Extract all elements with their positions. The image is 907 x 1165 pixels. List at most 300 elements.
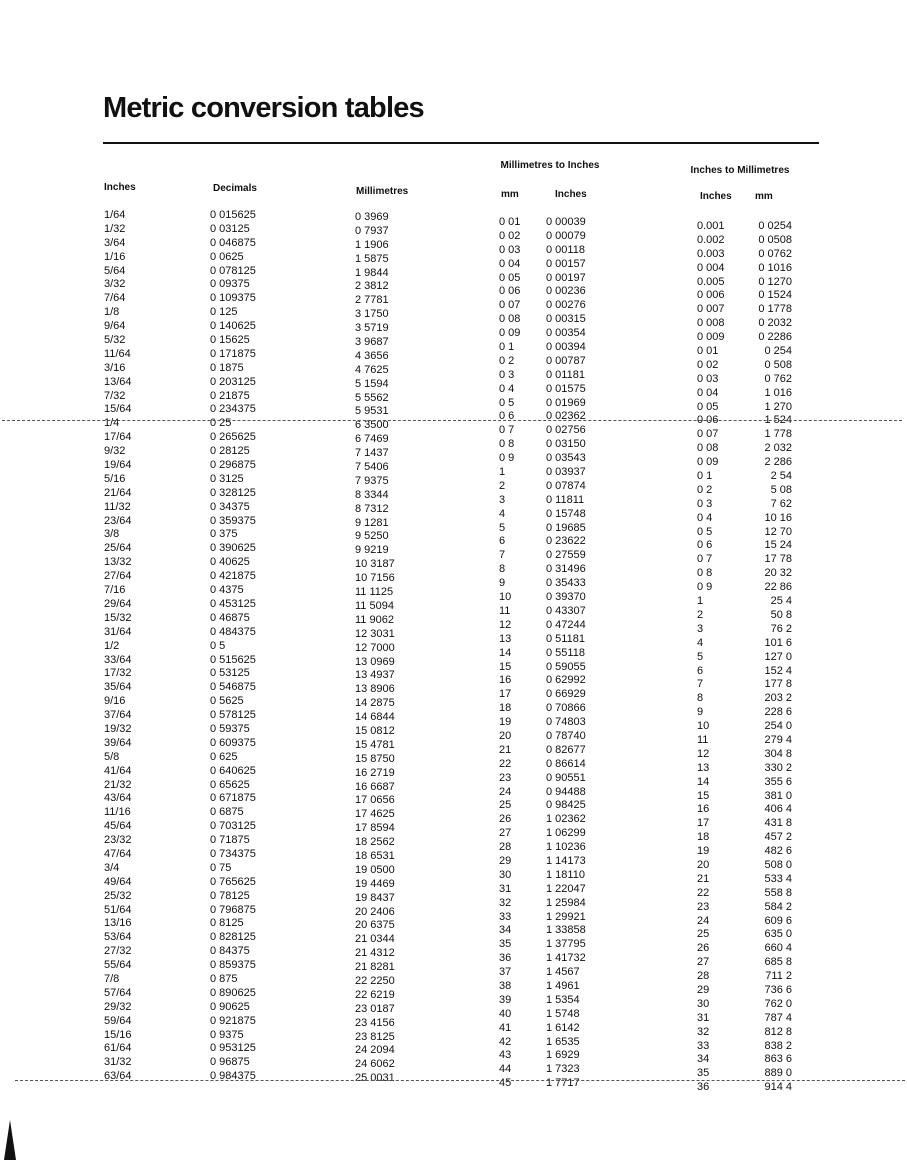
inches-cell: 1 22047 xyxy=(546,882,586,895)
millimetre-cell: 15 0812 xyxy=(355,724,395,737)
millimetre-cell: 19 8437 xyxy=(355,891,395,904)
inches-cell: 0 07874 xyxy=(546,479,586,492)
inches-cell: 0 4 xyxy=(697,511,713,524)
header-inches-to-mm-in: Inches xyxy=(700,191,732,202)
mm-cell: 23 xyxy=(499,771,512,784)
mm-cell: 0 254 xyxy=(764,345,792,358)
mm-cell: 609 6 xyxy=(764,914,792,927)
inches-cell: 1 25984 xyxy=(546,896,586,909)
decimal-cell: 0 21875 xyxy=(210,389,250,402)
decimal-cell: 0 640625 xyxy=(210,764,256,777)
inches-cell: 8 xyxy=(697,692,704,705)
mm-cell: 5 08 xyxy=(770,483,792,496)
inches-cell: 0 98425 xyxy=(546,799,586,812)
millimetre-cell: 8 7312 xyxy=(355,502,389,515)
inches-cell: 1 5354 xyxy=(546,993,580,1006)
mm-column xyxy=(499,216,520,1091)
decimal-cell: 0 234375 xyxy=(210,403,256,416)
scan-dash-line xyxy=(2,420,902,421)
fraction-cell: 7/8 xyxy=(104,972,120,985)
mm-cell: 0 2 xyxy=(499,354,515,367)
inches-cell: 1 5748 xyxy=(546,1007,580,1020)
inches-cell: 1 4567 xyxy=(546,966,580,979)
millimetre-cell: 13 4937 xyxy=(355,669,395,682)
fraction-cell: 63/64 xyxy=(104,1070,132,1083)
inches-cell: 0 02 xyxy=(697,358,719,371)
inches-cell: 0 09 xyxy=(697,456,719,469)
decimal-cell: 0 671875 xyxy=(210,792,256,805)
mm-cell: 12 70 xyxy=(764,525,792,538)
decimal-cell: 0 203125 xyxy=(210,375,256,388)
fraction-cell: 19/32 xyxy=(104,722,132,735)
mm-cell: 9 xyxy=(499,577,506,590)
mm-cell: 330 2 xyxy=(764,761,792,774)
millimetre-cell: 9 5250 xyxy=(355,530,389,543)
mm-cell: 7 62 xyxy=(770,497,792,510)
mm-cell: 254 0 xyxy=(764,720,792,733)
inches-cell: 0 00276 xyxy=(546,299,586,312)
inches-cell: 0 02756 xyxy=(546,424,586,437)
fraction-cell: 25/64 xyxy=(104,542,132,555)
mm-cell: 736 6 xyxy=(764,983,792,996)
inches-cell: 0 94488 xyxy=(546,785,586,798)
inches-cell: 0 00197 xyxy=(546,271,586,284)
millimetre-cell: 0 7937 xyxy=(355,224,389,237)
mm-cell: 660 4 xyxy=(764,942,792,955)
millimetre-cell: 6 3500 xyxy=(355,419,389,432)
fraction-cell: 59/64 xyxy=(104,1014,132,1027)
inches-cell: 0 00394 xyxy=(546,341,586,354)
mm-cell: 22 xyxy=(499,757,512,770)
fraction-cell: 51/64 xyxy=(104,903,132,916)
decimal-cell: 0 6875 xyxy=(210,806,244,819)
inches-cell: 1 18110 xyxy=(546,868,585,881)
fraction-cell: 13/32 xyxy=(104,556,132,569)
mm-cell: 12 xyxy=(499,618,512,631)
fraction-cell: 41/64 xyxy=(104,764,132,777)
fraction-column xyxy=(104,209,132,1084)
millimetre-cell: 22 6219 xyxy=(355,988,395,1001)
mm-cell: 0 01 xyxy=(499,216,521,228)
inches-cell: 13 xyxy=(697,761,710,774)
mm-cell: 36 xyxy=(499,952,512,965)
mm-cell: 203 2 xyxy=(764,692,792,705)
inches-cell: 0 02362 xyxy=(546,410,586,423)
mm-cell: 152 4 xyxy=(764,664,792,677)
inches-cell: 0 78740 xyxy=(546,729,586,742)
millimetre-cell: 3 9687 xyxy=(355,336,389,349)
inches-cell: 0 00039 xyxy=(546,216,586,228)
inches-cell: 0 04 xyxy=(697,386,719,399)
mm-cell: 0 1270 xyxy=(758,275,792,288)
millimetre-cell: 7 5406 xyxy=(355,461,389,474)
decimal-cell: 0 46875 xyxy=(210,611,250,624)
decimal-cell: 0 8125 xyxy=(210,917,244,930)
decimal-cell: 0 25 xyxy=(210,417,232,430)
fraction-cell: 33/64 xyxy=(104,653,132,666)
inches-cell: 0 27559 xyxy=(546,549,586,562)
inches-cell: 30 xyxy=(697,997,710,1010)
inches-cell: 0 01969 xyxy=(546,396,586,409)
millimetre-cell: 1 9844 xyxy=(355,266,389,279)
mm-cell: 19 xyxy=(499,716,512,729)
mm-cell: 33 xyxy=(499,910,512,923)
inches-cell: 22 xyxy=(697,886,710,899)
decimal-cell: 0 828125 xyxy=(210,931,256,944)
decimal-cell: 0 015625 xyxy=(210,209,256,221)
inches-cell: 14 xyxy=(697,775,710,788)
mm-cell: 0 3 xyxy=(499,368,515,381)
inches-cell: 34 xyxy=(697,1053,710,1066)
mm-cell: 457 2 xyxy=(764,831,792,844)
fraction-cell: 39/64 xyxy=(104,736,132,749)
fraction-cell: 1/4 xyxy=(104,417,120,430)
inches-cell: 11 xyxy=(697,733,709,746)
inches-cell: 0 00236 xyxy=(546,285,586,298)
fraction-cell: 21/64 xyxy=(104,486,132,499)
millimetre-cell: 4 7625 xyxy=(355,363,389,376)
mm-cell: 37 xyxy=(499,966,512,979)
inches-cell: 0 31496 xyxy=(546,563,586,576)
mm-cell: 8 xyxy=(499,563,506,576)
millimetre-cell: 17 0656 xyxy=(355,794,395,807)
decimal-cell: 0 421875 xyxy=(210,570,256,583)
mm-cell: 0 4 xyxy=(499,382,515,395)
decimal-cell: 0 875 xyxy=(210,972,238,985)
millimetre-cell: 2 3812 xyxy=(355,280,389,293)
inches-cell: 0 74803 xyxy=(546,716,586,729)
fraction-cell: 45/64 xyxy=(104,820,132,833)
decimal-cell: 0 984375 xyxy=(210,1070,256,1083)
inches-cell: 0 01 xyxy=(697,345,719,358)
mm-cell: 482 6 xyxy=(764,845,792,858)
decimal-cell: 0 1875 xyxy=(210,361,244,374)
mm-cell: 24 xyxy=(499,785,512,798)
millimetre-cell: 13 0969 xyxy=(355,655,395,668)
inches-cell: 0 90551 xyxy=(546,771,586,784)
decimal-cell: 0 921875 xyxy=(210,1014,256,1027)
mm-cell: 16 xyxy=(499,674,512,687)
mm-cell: 1 xyxy=(499,466,506,479)
mm-cell: 0 5 xyxy=(499,396,515,409)
mm-cell: 39 xyxy=(499,993,512,1006)
inches-cell: 0 9 xyxy=(697,581,713,594)
millimetre-cell: 20 6375 xyxy=(355,919,395,932)
fraction-cell: 13/64 xyxy=(104,375,132,388)
mm-cell: 0 02 xyxy=(499,229,521,242)
inches-cell: 1 33858 xyxy=(546,924,586,937)
mm-cell: 889 0 xyxy=(764,1067,792,1080)
mm-cell: 15 24 xyxy=(764,539,792,552)
inches-cell: 17 xyxy=(697,817,710,830)
mm-cell: 7 xyxy=(499,549,506,562)
mm-cell: 41 xyxy=(499,1021,512,1034)
fraction-cell: 5/32 xyxy=(104,334,126,347)
mm-cell: 20 xyxy=(499,729,512,742)
header-inches-to-mm: Inches to Millimetres xyxy=(690,165,790,176)
mm-cell: 0 1016 xyxy=(758,261,792,274)
inches-cell: 0 59055 xyxy=(546,660,586,673)
inches-cell: 0.001 xyxy=(697,220,725,232)
decimal-cell: 0 390625 xyxy=(210,542,256,555)
inches-cell: 0 66929 xyxy=(546,688,586,701)
millimetre-cell: 14 6844 xyxy=(355,711,395,724)
decimal-cell: 0 15625 xyxy=(210,334,250,347)
decimal-cell: 0 03125 xyxy=(210,222,250,235)
mm-cell: 863 6 xyxy=(764,1053,792,1066)
millimetre-cell: 12 3031 xyxy=(355,627,395,640)
millimetre-cell: 21 8281 xyxy=(355,961,395,974)
mm-cell: 3 xyxy=(499,493,506,506)
millimetre-cell: 3 5719 xyxy=(355,322,389,335)
mm-cell: 381 0 xyxy=(764,789,792,802)
fraction-cell: 11/64 xyxy=(104,347,131,360)
mm-cell: 0 03 xyxy=(499,243,521,256)
decimal-cell: 0 40625 xyxy=(210,556,250,569)
mm-cell: 914 4 xyxy=(764,1081,792,1094)
millimetre-cell: 16 6687 xyxy=(355,780,395,793)
decimal-cell: 0 78125 xyxy=(210,889,250,902)
mm-cell: 42 xyxy=(499,1035,512,1048)
decimal-cell: 0 75 xyxy=(210,861,232,874)
mm-cell: 0 05 xyxy=(499,271,521,284)
millimetre-cell: 7 9375 xyxy=(355,474,389,487)
millimetre-cell: 11 5094 xyxy=(355,599,394,612)
mm-cell: 0 508 xyxy=(764,358,792,371)
mm-cell: 4 xyxy=(499,507,506,520)
inches-cell: 0 62992 xyxy=(546,674,586,687)
fraction-cell: 61/64 xyxy=(104,1042,132,1055)
fraction-cell: 53/64 xyxy=(104,931,132,944)
mm-cell: 50 8 xyxy=(770,608,792,621)
fraction-cell: 1/32 xyxy=(104,222,126,235)
mm-cell: 28 xyxy=(499,841,512,854)
inches-cell: 0 08 xyxy=(697,442,719,455)
millimetre-cell: 22 2250 xyxy=(355,974,395,987)
millimetre-cell: 3 1750 xyxy=(355,308,389,321)
fraction-cell: 11/16 xyxy=(104,806,131,819)
fraction-cell: 3/32 xyxy=(104,278,126,291)
mm-cell: 0 04 xyxy=(499,257,521,270)
inches-cell: 15 xyxy=(697,789,710,802)
decimal-cell: 0 5625 xyxy=(210,695,244,708)
mm-cell: 762 0 xyxy=(764,997,792,1010)
millimetre-cell: 9 1281 xyxy=(355,516,389,529)
inches-cell: 3 xyxy=(697,622,704,635)
millimetre-cell: 23 0187 xyxy=(355,1002,395,1015)
mm-cell: 11 xyxy=(499,604,511,617)
mm-cell: 406 4 xyxy=(764,803,792,816)
inches-cell: 29 xyxy=(697,983,710,996)
inches-cell: 0 8 xyxy=(697,567,713,580)
header-mm-to-inches-in: Inches xyxy=(555,189,587,200)
inches-cell: 0 15748 xyxy=(546,507,586,520)
millimetre-cell: 6 7469 xyxy=(355,433,389,446)
decimal-cell: 0 453125 xyxy=(210,597,256,610)
fraction-cell: 35/64 xyxy=(104,681,132,694)
mm-cell: 38 xyxy=(499,979,512,992)
fraction-cell: 29/64 xyxy=(104,597,132,610)
mm-cell: 6 xyxy=(499,535,506,548)
mm-cell: 558 8 xyxy=(764,886,792,899)
fraction-cell: 25/32 xyxy=(104,889,132,902)
decimal-cell: 0 90625 xyxy=(210,1000,250,1013)
mm-value-column xyxy=(740,220,792,1095)
mm-cell: 30 xyxy=(499,868,512,881)
inches-cell: 1 06299 xyxy=(546,827,586,840)
decimal-cell: 0 96875 xyxy=(210,1056,250,1069)
inches-cell: 0 03150 xyxy=(546,438,586,451)
mm-cell: 0 07 xyxy=(499,299,521,312)
millimetre-column xyxy=(355,211,395,1086)
inches-cell: 1 6929 xyxy=(546,1049,580,1062)
millimetre-cell: 5 5562 xyxy=(355,391,389,404)
decimal-cell: 0 5 xyxy=(210,639,226,652)
inches-cell: 0.003 xyxy=(697,247,725,260)
scan-edge-mark xyxy=(4,1120,16,1160)
inches-cell: 0 23622 xyxy=(546,535,586,548)
inches-cell: 0 05 xyxy=(697,400,719,413)
inches-cell: 1 xyxy=(697,595,704,608)
mm-cell: 25 xyxy=(499,799,512,812)
fraction-cell: 57/64 xyxy=(104,986,132,999)
mm-cell: 13 xyxy=(499,632,512,645)
decimal-cell: 0 53125 xyxy=(210,667,250,680)
inches-cell: 1 14173 xyxy=(546,854,586,867)
fraction-cell: 1/64 xyxy=(104,209,126,221)
inches-cell: 0 55118 xyxy=(546,646,585,659)
mm-cell: 2 286 xyxy=(764,456,792,469)
mm-cell: 0 09 xyxy=(499,327,521,340)
inches-cell: 0 7 xyxy=(697,553,713,566)
mm-cell: 44 xyxy=(499,1063,512,1076)
inches-cell: 0 03 xyxy=(697,372,719,385)
millimetre-cell: 8 3344 xyxy=(355,488,389,501)
millimetre-cell: 9 9219 xyxy=(355,544,389,557)
millimetre-cell: 24 6062 xyxy=(355,1058,395,1071)
inches-cell: 0 006 xyxy=(697,289,725,302)
fraction-cell: 5/64 xyxy=(104,264,126,277)
mm-cell: 32 xyxy=(499,896,512,909)
mm-cell: 584 2 xyxy=(764,900,792,913)
decimal-cell: 0 296875 xyxy=(210,459,256,472)
millimetre-cell: 11 9062 xyxy=(355,613,394,626)
mm-cell: 18 xyxy=(499,702,512,715)
inches-cell: 20 xyxy=(697,858,710,871)
inches-cell: 31 xyxy=(697,1011,710,1024)
mm-cell: 0 1778 xyxy=(758,303,792,316)
millimetre-cell: 25 0031 xyxy=(355,1072,395,1085)
mm-cell: 21 xyxy=(499,743,512,756)
inches-cell: 0 00315 xyxy=(546,313,586,326)
decimal-cell: 0 046875 xyxy=(210,236,256,249)
decimal-cell: 0 484375 xyxy=(210,625,256,638)
millimetre-cell: 12 7000 xyxy=(355,641,395,654)
fraction-cell: 49/64 xyxy=(104,875,132,888)
decimal-cell: 0 625 xyxy=(210,750,238,763)
inches-cell: 1 6142 xyxy=(546,1021,580,1034)
inches-cell: 0.002 xyxy=(697,233,725,246)
fraction-cell: 43/64 xyxy=(104,792,132,805)
decimal-cell: 0 578125 xyxy=(210,709,256,722)
millimetre-cell: 17 4625 xyxy=(355,808,395,821)
millimetre-cell: 24 2094 xyxy=(355,1044,395,1057)
fraction-cell: 1/8 xyxy=(104,306,120,319)
inches-cell: 21 xyxy=(697,872,710,885)
fraction-cell: 9/32 xyxy=(104,445,126,458)
header-millimetres: Millimetres xyxy=(356,186,409,197)
decimal-cell: 0 359375 xyxy=(210,514,256,527)
inches-cell: 26 xyxy=(697,942,710,955)
inches-cell: 1 7717 xyxy=(546,1077,580,1090)
mm-cell: 0 08 xyxy=(499,313,521,326)
inches-cell: 0.005 xyxy=(697,275,725,288)
mm-cell: 2 xyxy=(499,479,506,492)
fraction-cell: 15/32 xyxy=(104,611,132,624)
decimal-cell: 0 4375 xyxy=(210,584,244,597)
fraction-cell: 27/64 xyxy=(104,570,132,583)
fraction-cell: 15/64 xyxy=(104,403,132,416)
mm-cell: 10 16 xyxy=(764,511,792,524)
inches-cell: 0 07 xyxy=(697,428,719,441)
millimetre-cell: 1 1906 xyxy=(355,238,389,251)
inches-cell: 0 00787 xyxy=(546,354,586,367)
millimetre-cell: 23 4156 xyxy=(355,1016,395,1029)
inches-cell: 0 004 xyxy=(697,261,725,274)
mm-cell: 177 8 xyxy=(764,678,792,691)
inches-cell: 1 41732 xyxy=(546,952,586,965)
decimal-cell: 0 265625 xyxy=(210,431,256,444)
decimal-cell: 0 765625 xyxy=(210,875,256,888)
decimal-cell: 0 109375 xyxy=(210,292,256,305)
millimetre-cell: 14 2875 xyxy=(355,697,395,710)
inches-cell: 12 xyxy=(697,747,710,760)
inches-cell: 0 6 xyxy=(697,539,713,552)
mm-cell: 34 xyxy=(499,924,512,937)
inches-cell: 27 xyxy=(697,956,710,969)
decimal-cell: 0 125 xyxy=(210,306,238,319)
decimal-cell: 0 953125 xyxy=(210,1042,256,1055)
inches-cell: 0 03937 xyxy=(546,466,586,479)
millimetre-cell: 4 3656 xyxy=(355,349,389,362)
mm-cell: 304 8 xyxy=(764,747,792,760)
decimal-cell: 0 734375 xyxy=(210,847,256,860)
inches-cell: 28 xyxy=(697,970,710,983)
mm-cell: 533 4 xyxy=(764,872,792,885)
decimal-cell: 0 65625 xyxy=(210,778,250,791)
inches-cell: 23 xyxy=(697,900,710,913)
inches-cell: 35 xyxy=(697,1067,710,1080)
inches-cell: 0 2 xyxy=(697,483,713,496)
decimal-cell: 0 3125 xyxy=(210,472,244,485)
mm-cell: 0 1524 xyxy=(758,289,792,302)
decimal-cell: 0 09375 xyxy=(210,278,250,291)
header-mm-to-inches: Millimetres to Inches xyxy=(500,160,600,171)
fraction-cell: 19/64 xyxy=(104,459,132,472)
fraction-cell: 7/64 xyxy=(104,292,126,305)
millimetre-cell: 15 8750 xyxy=(355,752,395,765)
fraction-cell: 5/8 xyxy=(104,750,120,763)
inches-cell: 1 10236 xyxy=(546,841,586,854)
mm-cell: 5 xyxy=(499,521,506,534)
mm-cell: 26 xyxy=(499,813,512,826)
inches-cell: 0 5 xyxy=(697,525,713,538)
fraction-cell: 23/32 xyxy=(104,834,132,847)
inches-cell: 5 xyxy=(697,650,704,663)
inches-cell: 1 29921 xyxy=(546,910,586,923)
inches-cell: 0 00118 xyxy=(546,243,585,256)
fraction-cell: 5/16 xyxy=(104,472,126,485)
